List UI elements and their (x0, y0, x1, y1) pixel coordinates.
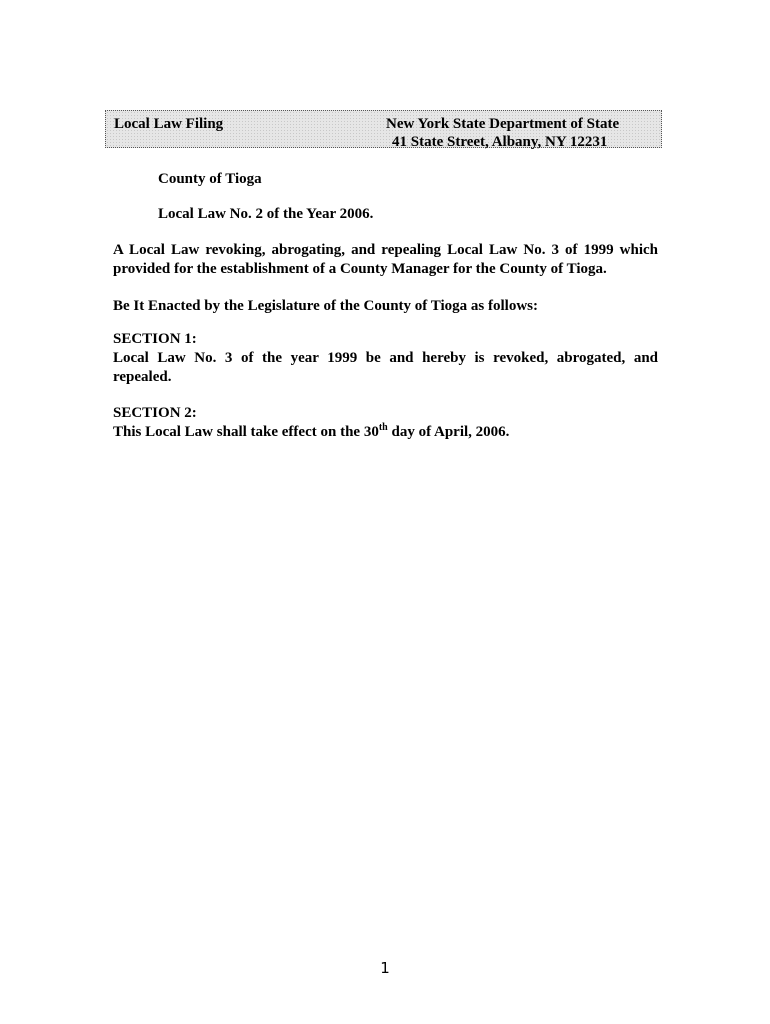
section-2-text-before: This Local Law shall take effect on the 30 (113, 424, 379, 440)
header-street-address: 41 State Street, Albany, NY 12231 (392, 134, 608, 150)
section-2-text-after: day of April, 2006. (387, 424, 510, 440)
header-department: New York State Department of State (386, 116, 620, 132)
page-number: 1 (380, 959, 390, 977)
enactment-clause: Be It Enacted by the Legislature of the County of Tioga as follows: (113, 298, 539, 314)
filing-header-box (105, 110, 662, 148)
section-2-heading: SECTION 2: (113, 405, 197, 421)
ordinal-suffix: th (378, 422, 388, 433)
county-name: County of Tioga (158, 171, 262, 187)
header-title: Local Law Filing (114, 116, 224, 132)
summary-line-2: provided for the establishment of a County Manager for the County of Tioga. (113, 261, 607, 277)
section-1-heading: SECTION 1: (113, 331, 197, 347)
section-1-line-2: repealed. (113, 369, 172, 385)
section-1-line-1: Local Law No. 3 of the year 1999 be and hereby is revoked, abrogated, and (113, 350, 658, 366)
law-number: Local Law No. 2 of the Year 2006. (158, 206, 374, 222)
summary-line-1: A Local Law revoking, abrogating, and repealing Local Law No. 3 of 1999 which (113, 242, 658, 258)
header-address (386, 115, 619, 151)
section-2-text (113, 423, 509, 442)
